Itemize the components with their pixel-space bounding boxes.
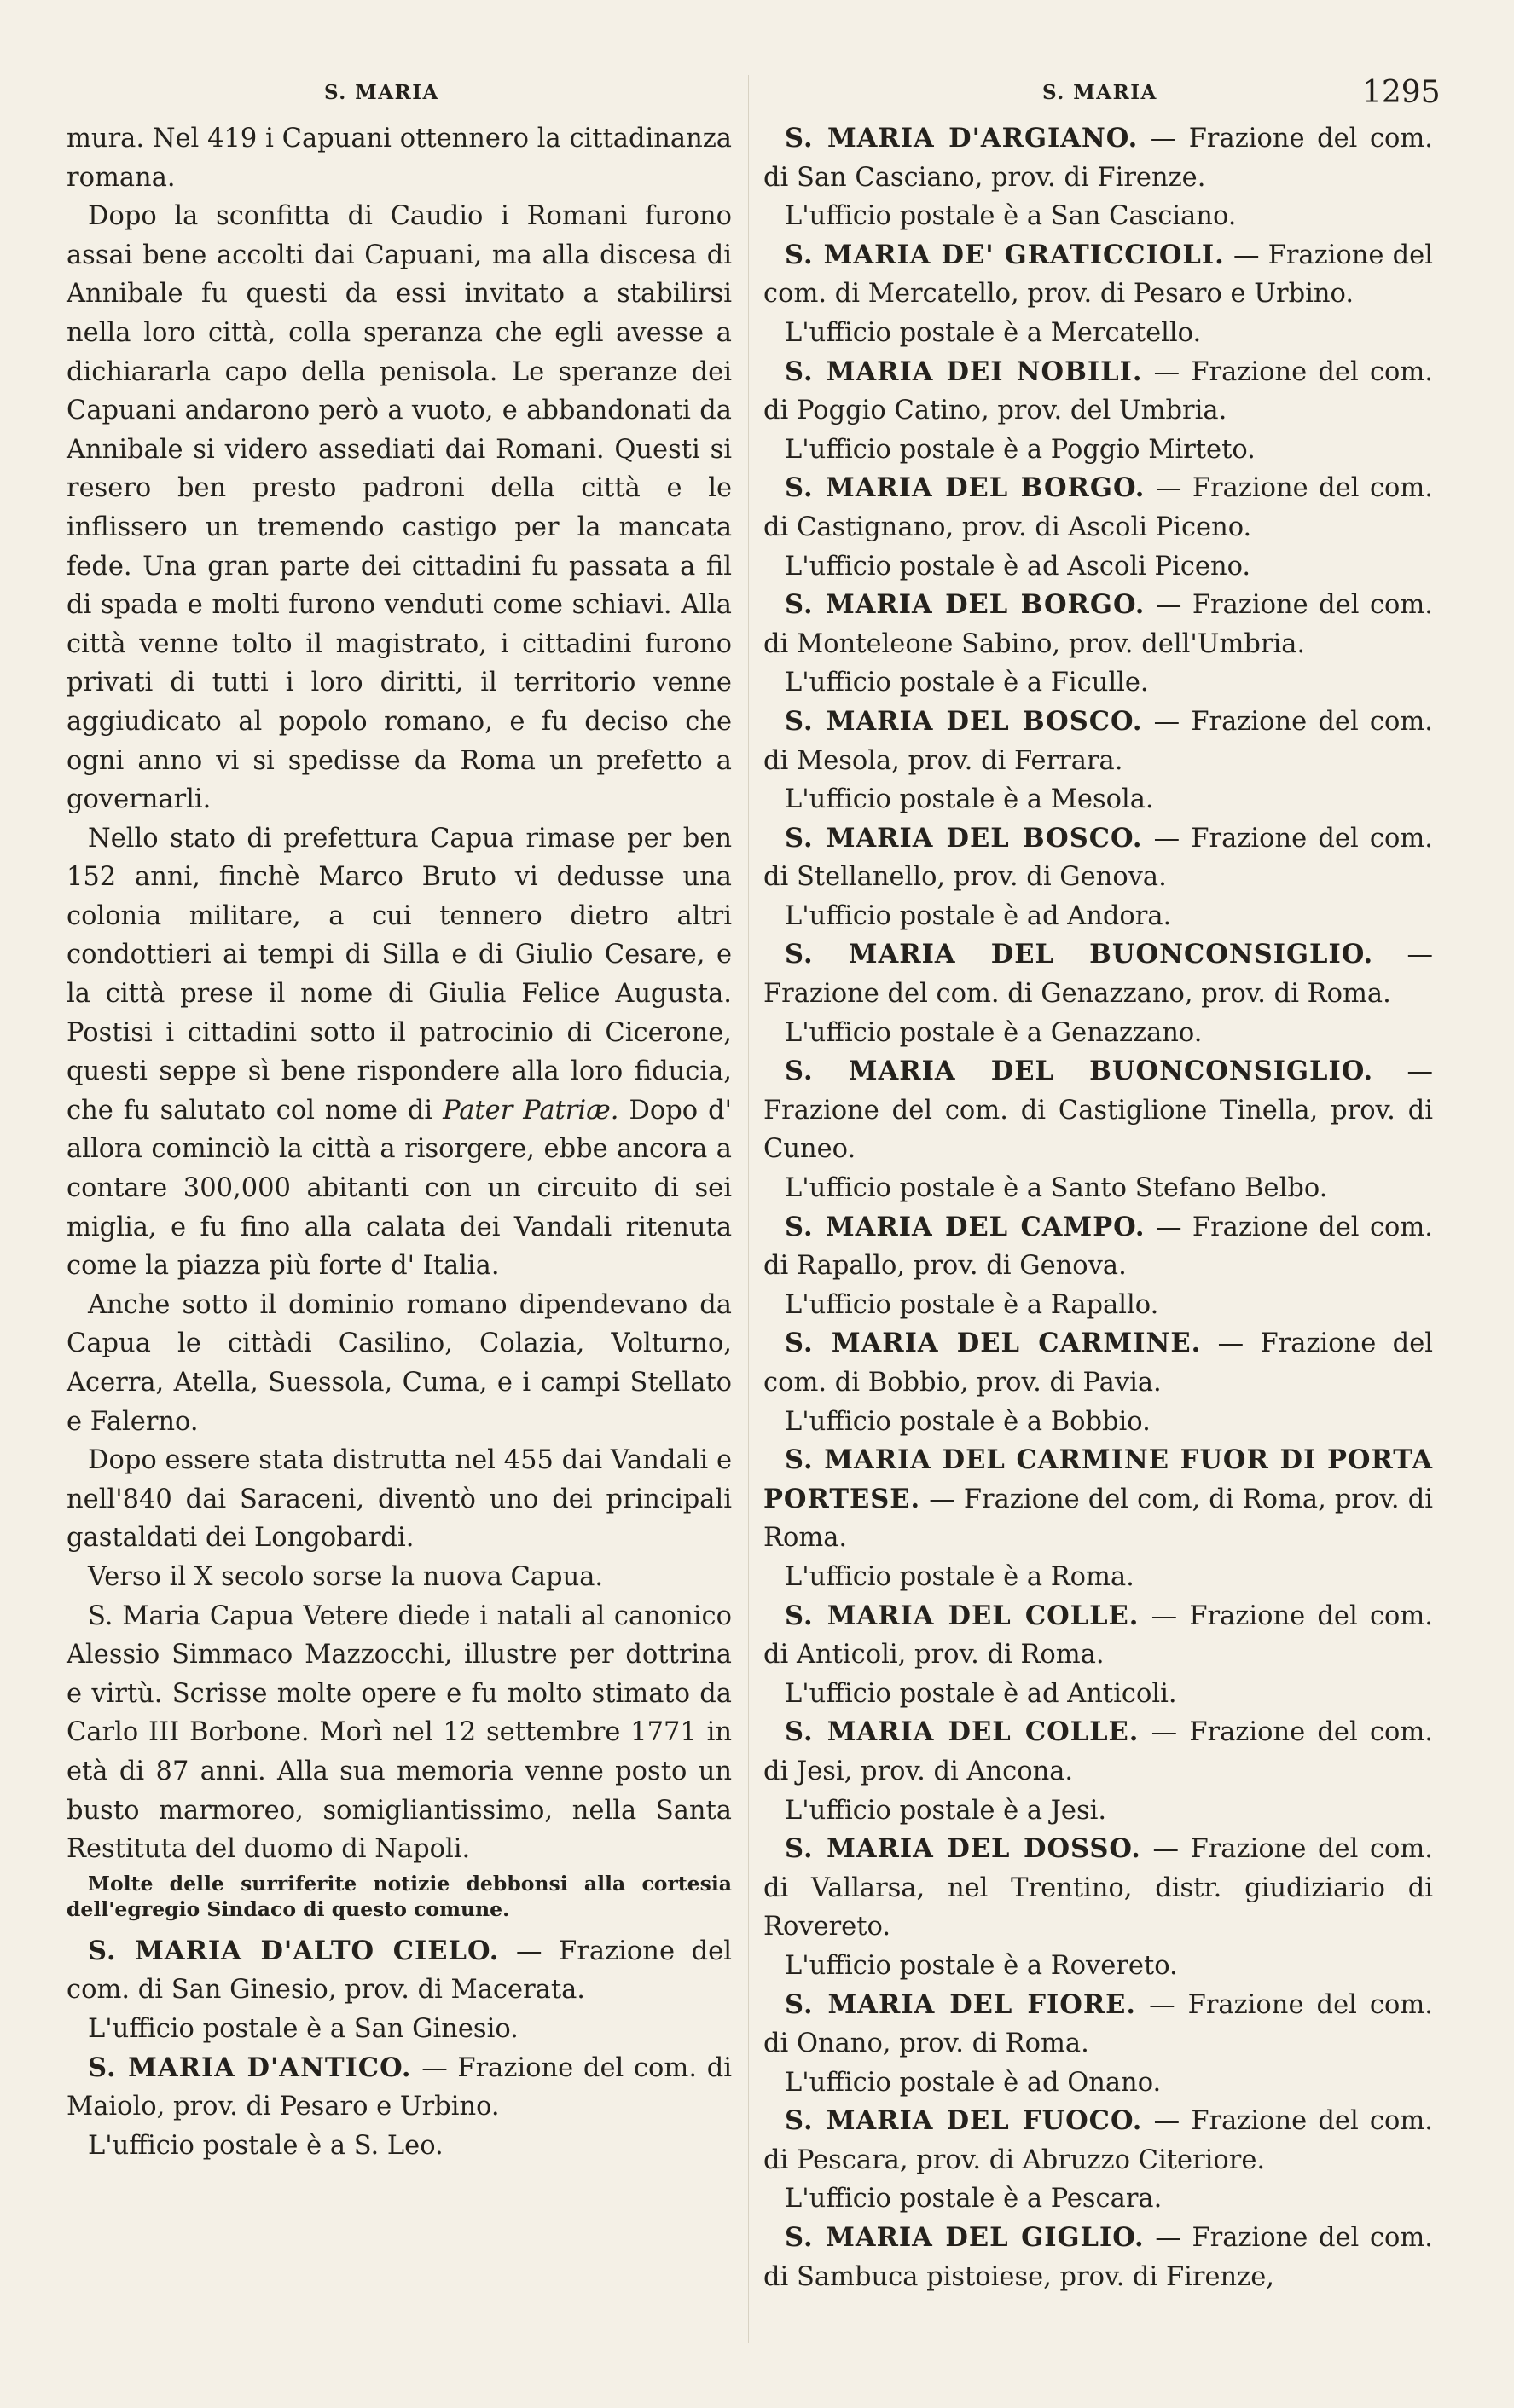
entry-post: L'ufficio postale è a Jesi. — [785, 1795, 1107, 1826]
paragraph: Anche sotto il dominio romano dipendevano da Capua le cittàdi Casilino, Colazia, Volturno, Acerra, Atella, Suessola, Cuma, e i campi Stellato e Falerno. — [67, 1289, 732, 1437]
entry-heading: S. MARIA DEL BUONCONSIGLIO. — [785, 939, 1374, 970]
entry-text: — Frazione del com. di Castignano, prov. di Ascoli Piceno. — [763, 473, 1434, 542]
left-running-head: S. MARIA — [324, 81, 439, 104]
entry-text: — Frazione del com. di Mesola, prov. di Ferrara. — [763, 706, 1433, 776]
paragraph: Dopo essere stata distrutta nel 455 dai Vandali e nell'840 dai Saraceni, diventò uno dei principali gastaldati dei Longobardi. — [67, 1445, 732, 1554]
entry-post: L'ufficio postale è a Rovereto. — [785, 1950, 1178, 1981]
right-running-head: S. MARIA — [1042, 81, 1157, 104]
entry-post: L'ufficio postale è a Mercatello. — [785, 317, 1202, 348]
left-column — [67, 119, 732, 2165]
entry-text: — Frazione del com. di Onano, prov. di Roma. — [763, 1989, 1433, 2059]
entry — [763, 1052, 1433, 1169]
entry-heading: S. MARIA DEL BORGO. — [785, 589, 1146, 621]
column-divider — [748, 75, 749, 2343]
entry-post: L'ufficio postale è a Santo Stefano Belbo. — [785, 1173, 1328, 1204]
entry-text: — Frazione del com. di San Casciano, prov. di Firenze. — [763, 124, 1434, 193]
entry-post: L'ufficio postale è a Genazzano. — [785, 1017, 1203, 1048]
entry — [763, 1441, 1433, 1558]
entry — [763, 236, 1433, 314]
entry — [763, 1986, 1433, 2064]
entry-heading: S. MARIA D'ANTICO. — [88, 2052, 412, 2083]
paragraph: S. Maria Capua Vetere diede i natali al canonico Alessio Simmaco Mazzocchi, illustre per dottrina e virtù. Scrisse molte opere e fu molto stimato da Carlo III Borbone. Morì nel 12 settembre 1771 in età di 87 anni. Alla sua memoria venne posto un busto marmoreo, somigliantissimo, nella Santa Restituta del duomo di Napoli. — [67, 1601, 732, 1865]
entry-heading: S. MARIA D'ALTO CIELO. — [88, 1935, 500, 1966]
entry-heading: S. MARIA DEL COLLE. — [785, 1600, 1140, 1631]
footnote: Molte delle surriferite notizie debbonsi alla cortesia dell'egregio Sindaco di questo comune. — [67, 1871, 732, 1921]
paragraph: Dopo la sconfitta di Caudio i Romani furono assai bene accolti dai Capuani, ma alla discesa di Annibale fu questi da essi invitato a stabilirsi nella loro città, colla speranza che egli avesse a dichiararla capo della penisola. Le speranze dei Capuani andarono però a vuoto, e abbandonati da Annibale si videro assediati dai Romani. Questi si resero ben presto padroni della città e le inflissero un tremendo castigo per la mancata fede. Una gran parte dei cittadini fu passata a fil di spada e molti furono venduti come schiavi. Alla città venne tolto il magistrato, i cittadini furono privati di tutti i loro diritti, il territorio venne aggiudicato al popolo romano, e fu deciso che ogni anno vi si spedisse da Roma un prefetto a governarli. — [67, 201, 732, 815]
entry-heading: S. MARIA DEL CAMPO. — [785, 1211, 1146, 1242]
entry-text: — Frazione del com. di Anticoli, prov. di Roma. — [763, 1601, 1434, 1670]
entry — [763, 1208, 1433, 1286]
entry — [763, 1713, 1433, 1791]
entry — [763, 935, 1433, 1013]
entry — [763, 586, 1433, 663]
entry-text: — Frazione del com. di Vallarsa, nel Trentino, distr. giudiziario di Rovereto. — [763, 1834, 1433, 1942]
entry-text: — Frazione del com. di Bobbio, prov. di Pavia. — [763, 1328, 1433, 1398]
entry — [763, 2219, 1433, 2296]
entry-heading: S. MARIA DEL BOSCO. — [785, 822, 1143, 854]
entry-heading: S. MARIA DEL BUONCONSIGLIO. — [785, 1056, 1374, 1087]
entry-heading: S. MARIA DEL CARMINE FUOR DI PORTA PORTESE. — [763, 1444, 1433, 1514]
paragraph-text: Dopo d' allora cominciò la città a risorgere, ebbe ancora a contare 300,000 abitanti con un circuito di sei miglia, e fu fino alla calata dei Vandali ritenuta come la piazza più forte d' Italia. — [67, 1095, 732, 1282]
entry-text: — Frazione del com. di Genazzano, prov. di Roma. — [763, 940, 1433, 1010]
entry-heading: S. MARIA DEL FUOCO. — [785, 2105, 1143, 2137]
entry-post: L'ufficio postale è ad Onano. — [785, 2067, 1162, 2098]
entry-post: L'ufficio postale è a Pescara. — [785, 2184, 1163, 2214]
entry-text: — Frazione del com, di Roma, prov. di Roma. — [763, 1484, 1433, 1554]
entry-text: — Frazione del com. di Sambuca pistoiese, prov. di Firenze, — [763, 2223, 1433, 2292]
page-number: 1295 — [1362, 75, 1441, 110]
entry-heading: S. MARIA DEL BORGO. — [785, 472, 1146, 504]
right-column — [763, 119, 1433, 2296]
entry — [763, 819, 1433, 897]
entry-text: — Frazione del com. di Pescara, prov. di Abruzzo Citeriore. — [763, 2106, 1433, 2175]
entry-post: L'ufficio postale è a Poggio Mirteto. — [785, 434, 1256, 465]
entry — [763, 703, 1433, 780]
entry-text: — Frazione del com. di Rapallo, prov. di Genova. — [763, 1212, 1434, 1282]
entry-text: — Frazione del com. di Poggio Catino, prov. del Umbria. — [763, 356, 1433, 426]
entry-post: L'ufficio postale è a San Ginesio. — [88, 2013, 519, 2044]
entry — [67, 1932, 732, 2010]
entry — [763, 1597, 1433, 1675]
entry-post: L'ufficio postale è a San Casciano. — [785, 201, 1237, 232]
paragraph: Verso il X secolo sorse la nuova Capua. — [88, 1561, 604, 1592]
entry — [67, 2049, 732, 2127]
entry-heading: S. MARIA DEL GIGLIO. — [785, 2222, 1145, 2254]
entry-post: L'ufficio postale è a Ficulle. — [785, 668, 1149, 698]
entry — [763, 1830, 1433, 1947]
paragraph-text: Nello stato di prefettura Capua rimase per ben 152 anni, finchè Marco Bruto vi dedusse una colonia militare, a cui tennero dietro altri condottieri ai tempi di Silla e di Giulio Cesare, e la città prese il nome di Giulia Felice Augusta. Postisi i cittadini sotto il patrocinio di Cicerone, questi seppe sì bene rispondere alla loro fiducia, che fu salutato col nome di — [67, 823, 732, 1126]
paragraph — [67, 819, 732, 1286]
italic-phrase: Pater Patriæ. — [443, 1095, 619, 1126]
entry-text: — Frazione del com. di Castiglione Tinella, prov. di Cuneo. — [763, 1056, 1433, 1165]
entry-text: — Frazione del com. di Stellanello, prov. di Genova. — [763, 823, 1433, 893]
entry-heading: S. MARIA DEL COLLE. — [785, 1716, 1140, 1748]
entry-post: L'ufficio postale è a Rapallo. — [785, 1289, 1159, 1320]
entry-post: L'ufficio postale è a S. Leo. — [88, 2130, 444, 2161]
entry-post: L'ufficio postale è ad Anticoli. — [785, 1678, 1177, 1709]
entry-heading: S. MARIA DEL FIORE. — [785, 1988, 1137, 2020]
entry — [763, 119, 1433, 197]
entry-heading: S. MARIA DE' GRATICCIOLI. — [785, 239, 1225, 270]
entry-heading: S. MARIA DEL CARMINE. — [785, 1328, 1202, 1359]
entry-text: — Frazione del com. di Monteleone Sabino, prov. dell'Umbria. — [763, 590, 1434, 659]
entry-text: — Frazione del com. di Mercatello, prov. di Pesaro e Urbino. — [763, 240, 1433, 310]
entry-post: L'ufficio postale è a Mesola. — [785, 784, 1154, 815]
entry — [763, 469, 1433, 547]
paragraph: mura. Nel 419 i Capuani ottennero la cittadinanza romana. — [67, 124, 732, 193]
entry-post: L'ufficio postale è ad Ascoli Piceno. — [785, 551, 1251, 582]
entry-text: — Frazione del com. di San Ginesio, prov. di Macerata. — [67, 1936, 732, 2006]
entry — [763, 2102, 1433, 2179]
entry-post: L'ufficio postale è a Bobbio. — [785, 1406, 1151, 1437]
entry — [763, 353, 1433, 431]
entry-heading: S. MARIA DEL DOSSO. — [785, 1833, 1141, 1865]
entry-post: L'ufficio postale è a Roma. — [785, 1561, 1134, 1592]
entry-post: L'ufficio postale è ad Andora. — [785, 900, 1172, 931]
entry-text: — Frazione del com. di Maiolo, prov. di Pesaro e Urbino. — [67, 2052, 733, 2122]
entry — [763, 1324, 1433, 1402]
entry-text: — Frazione del com. di Jesi, prov. di Ancona. — [763, 1717, 1434, 1786]
entry-heading: S. MARIA D'ARGIANO. — [785, 123, 1139, 153]
entry-heading: S. MARIA DEL BOSCO. — [785, 705, 1143, 737]
entry-heading: S. MARIA DEI NOBILI. — [785, 356, 1143, 387]
